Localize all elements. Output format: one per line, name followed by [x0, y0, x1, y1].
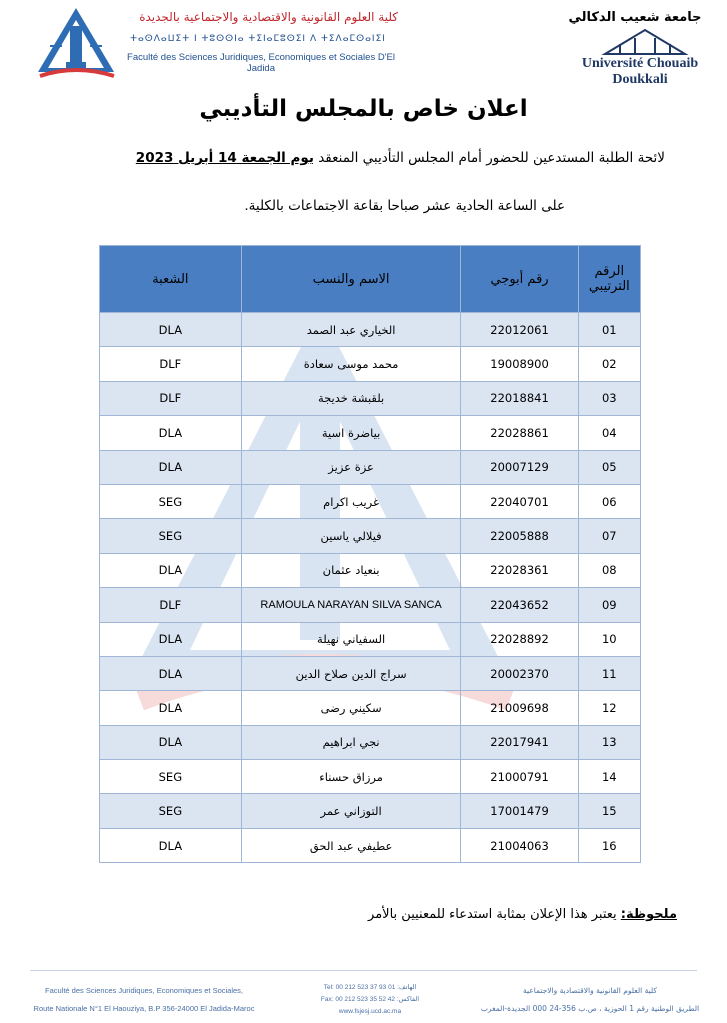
cell-department: DLA — [100, 553, 242, 587]
cell-code: 22028361 — [461, 553, 578, 587]
cell-code: 21000791 — [461, 760, 578, 794]
table-row — [100, 484, 641, 518]
cell-rank: 04 — [578, 416, 640, 450]
cell-code: 22018841 — [461, 381, 578, 415]
cell-department: DLA — [100, 416, 242, 450]
table-row — [100, 760, 641, 794]
cell-name: نجي ابراهيم — [241, 725, 461, 759]
table-row — [100, 416, 641, 450]
cell-rank: 13 — [578, 725, 640, 759]
footer-divider — [30, 970, 697, 971]
cell-name: فيلالي ياسين — [241, 519, 461, 553]
table-row — [100, 347, 641, 381]
footer-tel: Tel: 00 212 523 37 93 01 :الهاتف — [323, 984, 417, 991]
header-department: الشعبة — [100, 246, 242, 313]
footer-ar-line2: الطريق الوطنية رقم 1 الحوزية ، ص.ب 356-24 000 الجديدة-المغرب — [480, 1004, 700, 1013]
cell-code: 22028861 — [461, 416, 578, 450]
cell-code: 20007129 — [461, 450, 578, 484]
footer-address-arabic — [470, 982, 710, 1018]
cell-department: SEG — [100, 760, 242, 794]
cell-department: SEG — [100, 794, 242, 828]
cell-rank: 05 — [578, 450, 640, 484]
cell-name: سراج الدين صلاح الدين — [241, 656, 461, 690]
cell-rank: 02 — [578, 347, 640, 381]
header-full-name: الاسم والنسب — [241, 246, 461, 313]
table-row — [100, 725, 641, 759]
table-row — [100, 450, 641, 484]
cell-name: التوزاني عمر — [241, 794, 461, 828]
note — [77, 907, 677, 922]
university-logo — [590, 26, 700, 56]
table-header-row — [100, 246, 641, 313]
cell-name: محمد موسى سعادة — [241, 347, 461, 381]
table-row — [100, 381, 641, 415]
header-apogee-code: رقم أبوجي — [461, 246, 578, 313]
footer-ar-line1: كلية العلوم القانونية والاقتصادية والاجتماعية — [523, 986, 657, 995]
cell-rank: 16 — [578, 828, 640, 862]
subtitle-text: لائحة الطلبة المستدعين للحضور أمام المجلس التأديبي المنعقد — [313, 150, 665, 166]
cell-code: 21004063 — [461, 828, 578, 862]
cell-code: 20002370 — [461, 656, 578, 690]
cell-department: DLF — [100, 347, 242, 381]
meeting-date: يوم الجمعة 14 أبريل 2023 — [135, 150, 314, 166]
cell-name: سكيني رضى — [241, 691, 461, 725]
footer-fax: Fax: 00 212 523 35 52 42 :الفاكس — [320, 996, 420, 1003]
table-row — [100, 656, 641, 690]
cell-code: 17001479 — [461, 794, 578, 828]
cell-rank: 01 — [578, 313, 640, 347]
note-text: يعتبر هذا الإعلان بمثابة استدعاء للمعنيين بالأمر — [368, 907, 621, 922]
cell-department: DLA — [100, 450, 242, 484]
table-row — [100, 553, 641, 587]
cell-name: عزة عزيز — [241, 450, 461, 484]
faculty-name-french: Faculté des Sciences Juridiques, Economiques et Sociales D'El Jadida — [127, 52, 395, 74]
cell-code: 22043652 — [461, 588, 578, 622]
note-label: ملحوظة: — [620, 907, 677, 922]
cell-name: بلقبشة خديجة — [241, 381, 461, 415]
cell-rank: 10 — [578, 622, 640, 656]
footer-contact — [300, 982, 440, 1018]
cell-name: RAMOULA NARAYAN SILVA SANCA — [241, 588, 461, 622]
cell-department: DLA — [100, 828, 242, 862]
cell-name: السفياني نهيلة — [241, 622, 461, 656]
table-row — [100, 691, 641, 725]
footer-address-french — [24, 982, 264, 1018]
footer-fr-line2: Route Nationale N°1 El Haouziya, B.P 356-24000 El Jadida-Maroc — [33, 1004, 255, 1013]
cell-rank: 07 — [578, 519, 640, 553]
table-row — [100, 794, 641, 828]
faculty-name-arabic: كلية العلوم القانونية والاقتصادية والاجتماعية بالجديدة — [139, 10, 398, 24]
cell-rank: 15 — [578, 794, 640, 828]
cell-name: مرزاق حسناء — [241, 760, 461, 794]
table-row — [100, 828, 641, 862]
university-name-french: Université Chouaib Doukkali — [581, 56, 699, 87]
cell-department: DLF — [100, 381, 242, 415]
cell-department: DLA — [100, 622, 242, 656]
meeting-time-location: على الساعة الحادية عشر صباحا بقاعة الاجتماعات بالكلية. — [244, 198, 565, 214]
cell-name: غريب اكرام — [241, 484, 461, 518]
university-name-arabic: جامعة شعيب الدكالي — [568, 10, 702, 25]
header-rank: الرقم الترتيبي — [578, 246, 640, 313]
cell-code: 22040701 — [461, 484, 578, 518]
cell-code: 19008900 — [461, 347, 578, 381]
cell-department: DLA — [100, 656, 242, 690]
cell-name: بياضرة اسية — [241, 416, 461, 450]
cell-code: 22005888 — [461, 519, 578, 553]
cell-name: بنعياد عثمان — [241, 553, 461, 587]
table-row — [100, 622, 641, 656]
cell-rank: 12 — [578, 691, 640, 725]
faculty-name-tifinagh: ⵜⴰⵙⴷⴰⵡⵉⵜ ⵏ ⵜⵓⵙⵙⵏⴰ ⵜⵉⵏⴰⵎⵓⵙⵉⵏ ⴷ ⵜⵉⴷⴰⵎⵙⴰⵏⵉⵏ — [130, 34, 386, 44]
table-row — [100, 313, 641, 347]
students-table — [99, 245, 641, 863]
announcement-subtitle — [45, 150, 665, 166]
cell-rank: 11 — [578, 656, 640, 690]
cell-rank: 06 — [578, 484, 640, 518]
page-title: اعلان خاص بالمجلس التأديبي — [199, 96, 528, 122]
cell-department: DLA — [100, 313, 242, 347]
cell-name: عطيفي عبد الحق — [241, 828, 461, 862]
cell-department: SEG — [100, 484, 242, 518]
cell-department: SEG — [100, 519, 242, 553]
footer-fr-line1: Faculté des Sciences Juridiques, Economiques et Sociales, — [44, 986, 244, 995]
cell-rank: 14 — [578, 760, 640, 794]
table-row — [100, 519, 641, 553]
cell-code: 22028892 — [461, 622, 578, 656]
cell-rank: 03 — [578, 381, 640, 415]
table-row — [100, 588, 641, 622]
cell-code: 21009698 — [461, 691, 578, 725]
cell-department: DLF — [100, 588, 242, 622]
cell-name: الخياري عبد الصمد — [241, 313, 461, 347]
footer-website: www.fsjesj.ucd.ac.ma — [338, 1008, 402, 1015]
cell-code: 22012061 — [461, 313, 578, 347]
cell-department: DLA — [100, 691, 242, 725]
cell-rank: 08 — [578, 553, 640, 587]
cell-code: 22017941 — [461, 725, 578, 759]
cell-rank: 09 — [578, 588, 640, 622]
cell-department: DLA — [100, 725, 242, 759]
faculty-logo — [36, 6, 116, 80]
